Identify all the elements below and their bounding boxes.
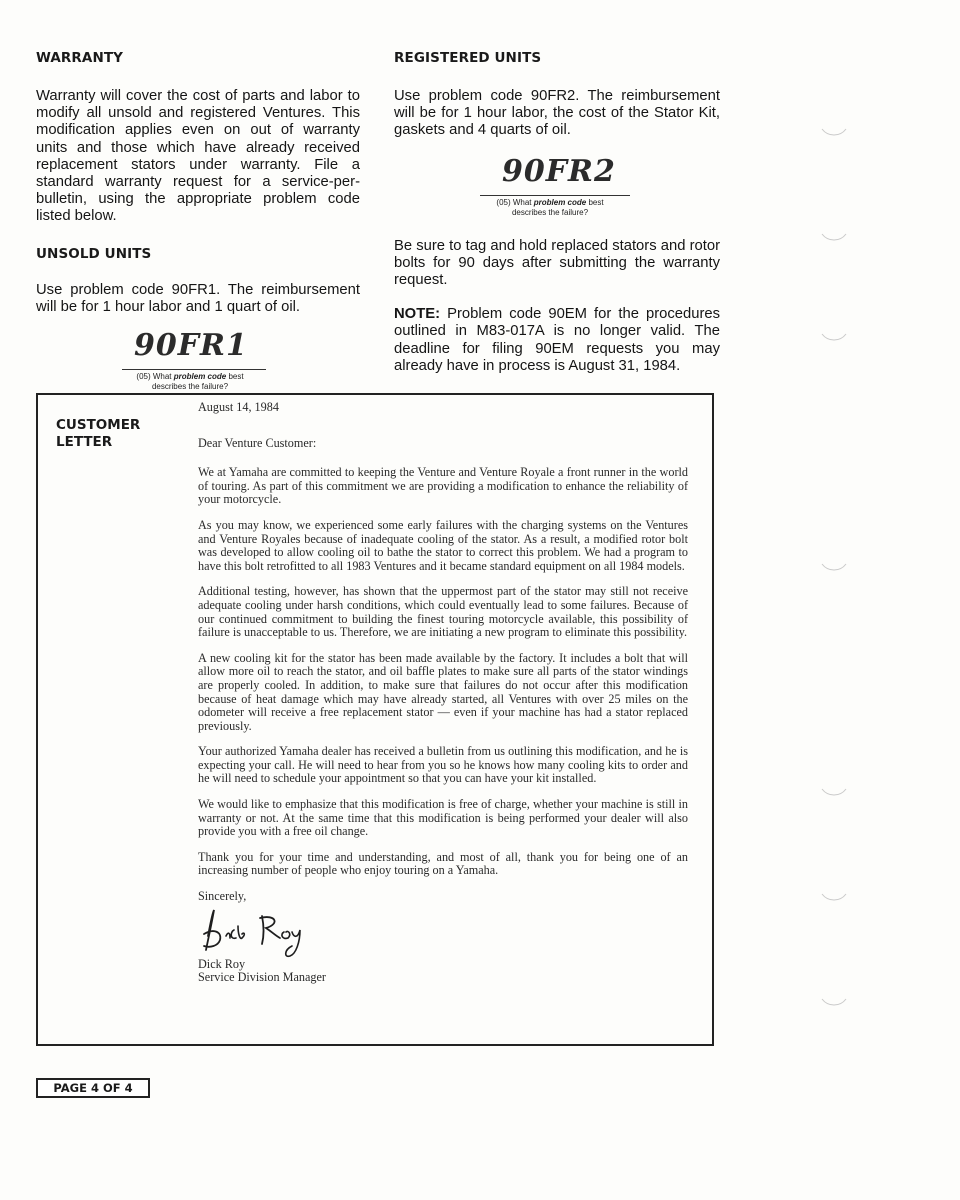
punch-hole-mark — [820, 560, 848, 574]
letter-paragraph: Thank you for your time and understanding, and most of all, thank you for being one of an increasing number of people who enjoy touring on a Yamaha. — [198, 849, 688, 878]
handwritten-code: 90FR2 — [502, 153, 616, 189]
warranty-text: Warranty will cover the cost of parts and labor to modify all unsold and registered Ventures. This modification applies even on out of warranty units and those which have already received replacement stators under warranty. File a standard warranty request for a service-per-bulletin, using the appropriate problem code listed below. — [36, 88, 360, 225]
code-underline — [122, 369, 266, 370]
customer-letter-label: CUSTOMER LETTER — [56, 417, 141, 450]
problem-code-field-90fr2 — [394, 144, 720, 230]
signer-title: Service Division Manager — [198, 970, 326, 985]
page-number-badge: PAGE 4 OF 4 — [36, 1078, 150, 1098]
letter-paragraph: As you may know, we experienced some early failures with the charging systems on the Ventures and Venture Royales because of inadequate cooling of the stator. As a result, a modified rotor bolt was developed to allow cooling oil to bathe the stator to correct this problem. We had a program to have this bolt retrofitted to all 1983 Ventures and it became standard equipment on all 1984 models. — [198, 517, 688, 573]
note-label: NOTE: — [394, 306, 441, 323]
signer-name: Dick Roy — [198, 956, 246, 971]
letter-paragraph: We would like to emphasize that this modification is free of charge, whether your machine is still in warranty or not. At the same time that this modification is being performed your dealer will also provide you with a free oil change. — [198, 797, 688, 839]
letter-paragraph: We at Yamaha are committed to keeping the Venture and Venture Royale a front runner in the world of touring. As part of this commitment we are providing a modification to enhance the reliability of your motorcycle. — [198, 465, 688, 507]
letter-paragraph: A new cooling kit for the stator has been made available by the factory. It includes a bolt that will allow more oil to reach the stator, and oil baffle plates to make sure all parts of the stator windings are properly cooled. In addition, to make sure that failures do not occur after this modification because of heat damage which may have already started, all Ventures with over 25 miles on the odometer will receive a free replacement stator — even if your machine has had a stator replaced previously. — [198, 650, 688, 733]
letter-date: August 14, 1984 — [198, 400, 279, 414]
unsold-units-heading: UNSOLD UNITS — [36, 245, 152, 262]
punch-hole-mark — [820, 785, 848, 799]
tag-and-hold-text: Be sure to tag and hold replaced stators and rotor bolts for 90 days after submitting the warranty request. — [394, 237, 720, 289]
letter-body — [198, 401, 688, 985]
handwritten-code: 90FR1 — [134, 328, 248, 364]
registered-units-heading: REGISTERED UNITS — [394, 50, 542, 66]
handwritten-signature — [198, 906, 688, 958]
code-caption: (05) What problem code best describes the failure? — [136, 372, 244, 392]
unsold-units-text: Use problem code 90FR1. The reimbursement will be for 1 hour labor and 1 quart of oil. — [36, 281, 360, 315]
right-column — [394, 50, 720, 375]
note-paragraph — [394, 306, 720, 375]
warranty-heading: WARRANTY — [36, 50, 124, 66]
customer-letter-box — [36, 393, 714, 1046]
punch-hole-mark — [820, 230, 848, 244]
letter-closing: Sincerely, — [198, 889, 247, 904]
punch-hole-mark — [820, 125, 848, 139]
letter-greeting: Dear Venture Customer: — [198, 435, 317, 450]
punch-hole-mark — [820, 995, 848, 1009]
punch-hole-mark — [820, 330, 848, 344]
left-column — [36, 50, 360, 396]
registered-units-text: Use problem code 90FR2. The reimbursement will be for 1 hour labor, the cost of the Stator Kit, gaskets and 4 quarts of oil. — [394, 88, 720, 139]
code-underline — [480, 195, 630, 196]
problem-code-field-90fr1 — [36, 322, 360, 396]
note-text: Problem code 90EM for the procedures outlined in M83-017A is no longer valid. The deadline for filing 90EM requests you may already have in process is August 31, 1984. — [394, 306, 720, 374]
punch-hole-mark — [820, 890, 848, 904]
code-caption: (05) What problem code best describes the failure? — [496, 197, 604, 217]
letter-paragraph: Additional testing, however, has shown that the uppermost part of the stator may still not receive adequate cooling under harsh conditions, which could eventually lead to some failures. Because of our continued commitment to building the finest touring motorcycle available, this possibility of failure is unacceptable to us. Therefore, we are initiating a new program to eliminate this possibility. — [198, 584, 688, 640]
letter-paragraph: Your authorized Yamaha dealer has received a bulletin from us outlining this modification, and he is expecting your call. He will need to hear from you so he knows how many cooling kits to order and he will need to schedule your appointment so that you can have your kit installed. — [198, 744, 688, 786]
